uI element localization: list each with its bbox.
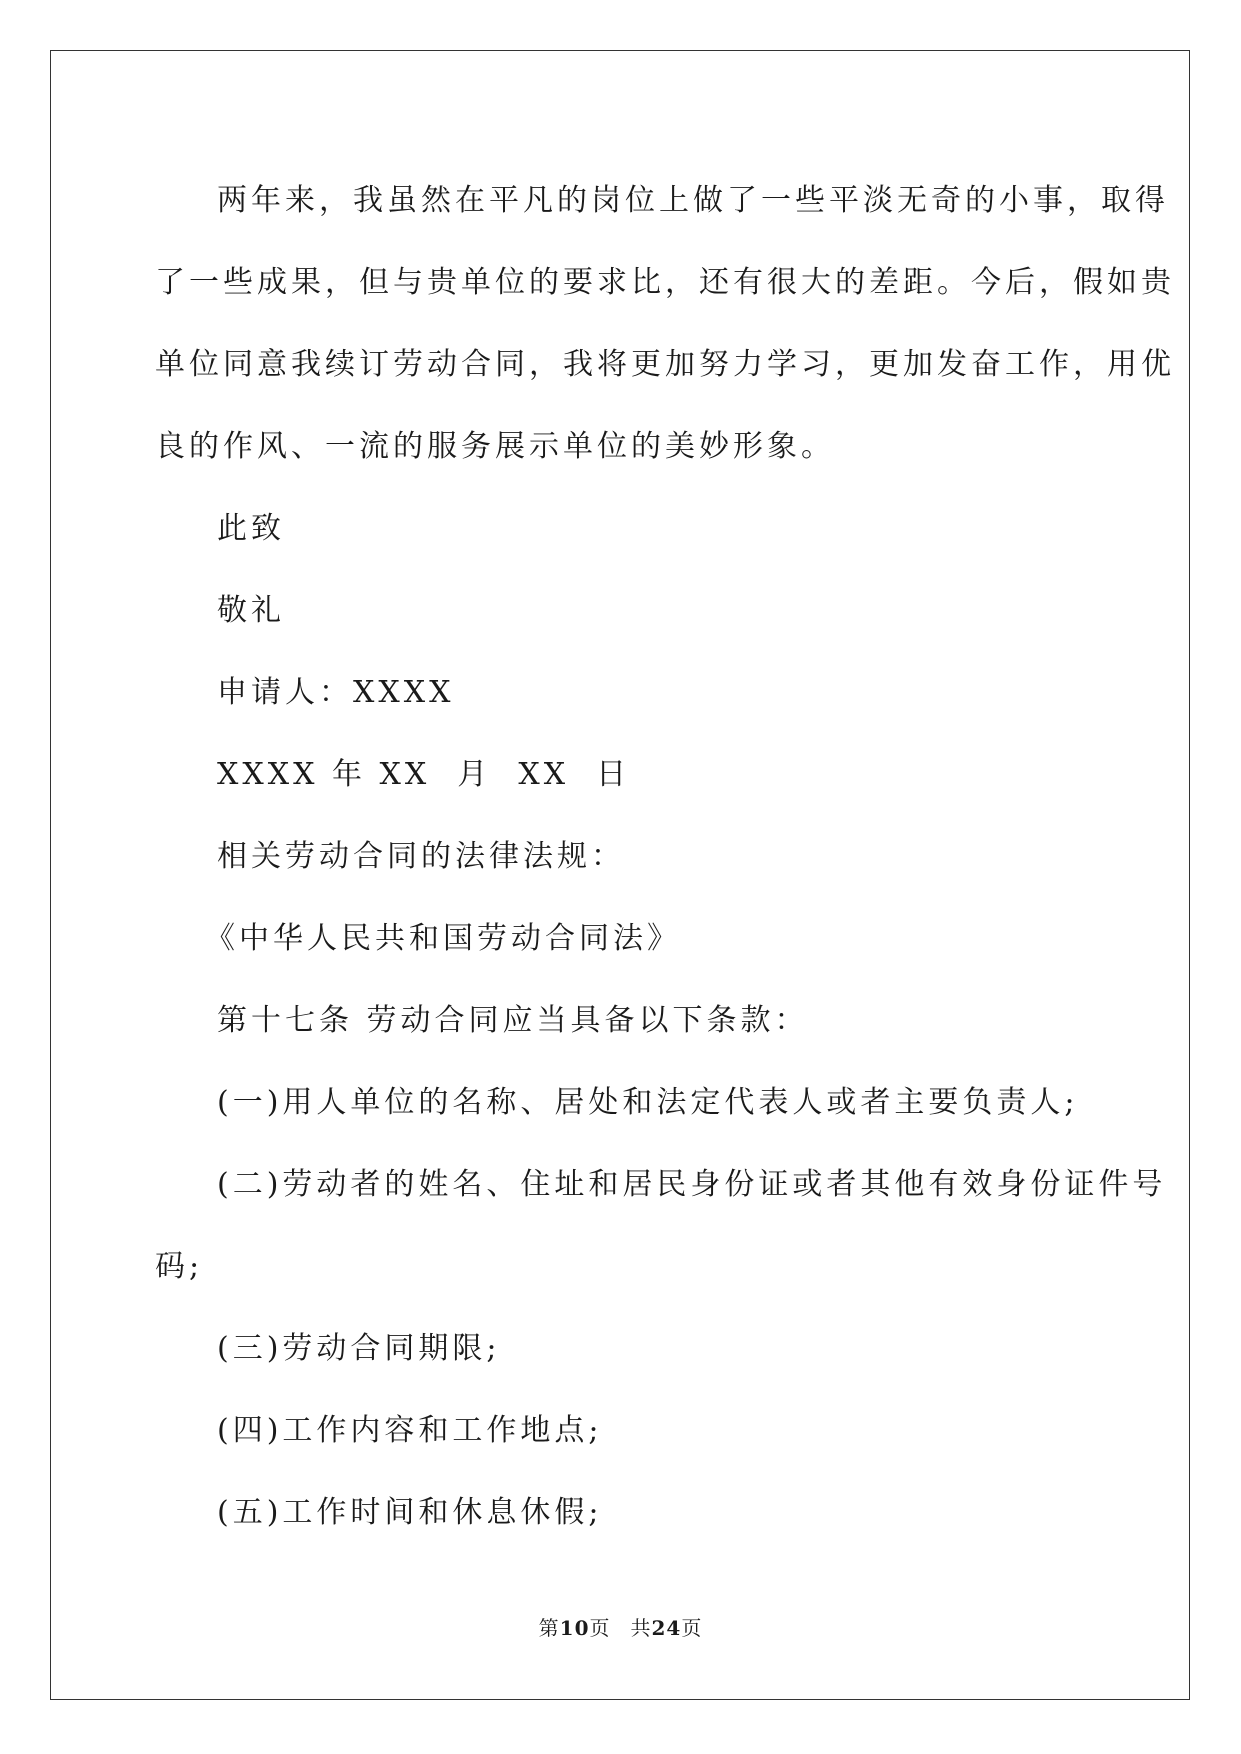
clause-item: (一)用人单位的名称、居处和法定代表人或者主要负责人;	[217, 1085, 1079, 1120]
paragraph-line: 单位同意我续订劳动合同，我将更加努力学习，更加发奋工作，用优	[155, 347, 1175, 382]
current-page-number: 10	[559, 1616, 590, 1640]
footer-total-prefix: 共	[630, 1616, 652, 1640]
clause-item: (四)工作内容和工作地点;	[217, 1413, 603, 1448]
article-heading: 第十七条 劳动合同应当具备以下条款：	[217, 1003, 809, 1038]
clause-item: (五)工作时间和休息休假;	[217, 1495, 603, 1530]
clause-item-continuation: 码;	[155, 1249, 204, 1284]
footer-page-label: 页	[589, 1616, 611, 1640]
section-heading: 相关劳动合同的法律法规：	[217, 839, 625, 874]
clause-item: (二)劳动者的姓名、住址和居民身份证或者其他有效身份证件号	[217, 1167, 1167, 1202]
clause-item: (三)劳动合同期限;	[217, 1331, 501, 1366]
footer-prefix: 第	[538, 1616, 560, 1640]
page-footer	[0, 1612, 1241, 1641]
total-pages-number: 24	[651, 1616, 682, 1640]
paragraph-line: 了一些成果，但与贵单位的要求比，还有很大的差距。今后，假如贵	[155, 265, 1175, 300]
document-body	[155, 160, 1175, 1554]
closing-salutation: 此致	[217, 511, 285, 546]
law-title: 《中华人民共和国劳动合同法》	[205, 921, 681, 956]
applicant-name: 申请人：XXXX	[217, 675, 455, 710]
paragraph-line: 两年来，我虽然在平凡的岗位上做了一些平淡无奇的小事，取得	[217, 183, 1169, 218]
closing-regards: 敬礼	[217, 593, 285, 628]
paragraph-line: 良的作风、一流的服务展示单位的美妙形象。	[155, 429, 835, 464]
footer-total-label: 页	[681, 1616, 703, 1640]
application-date: XXXX 年 XX 月 XX 日	[217, 757, 631, 792]
